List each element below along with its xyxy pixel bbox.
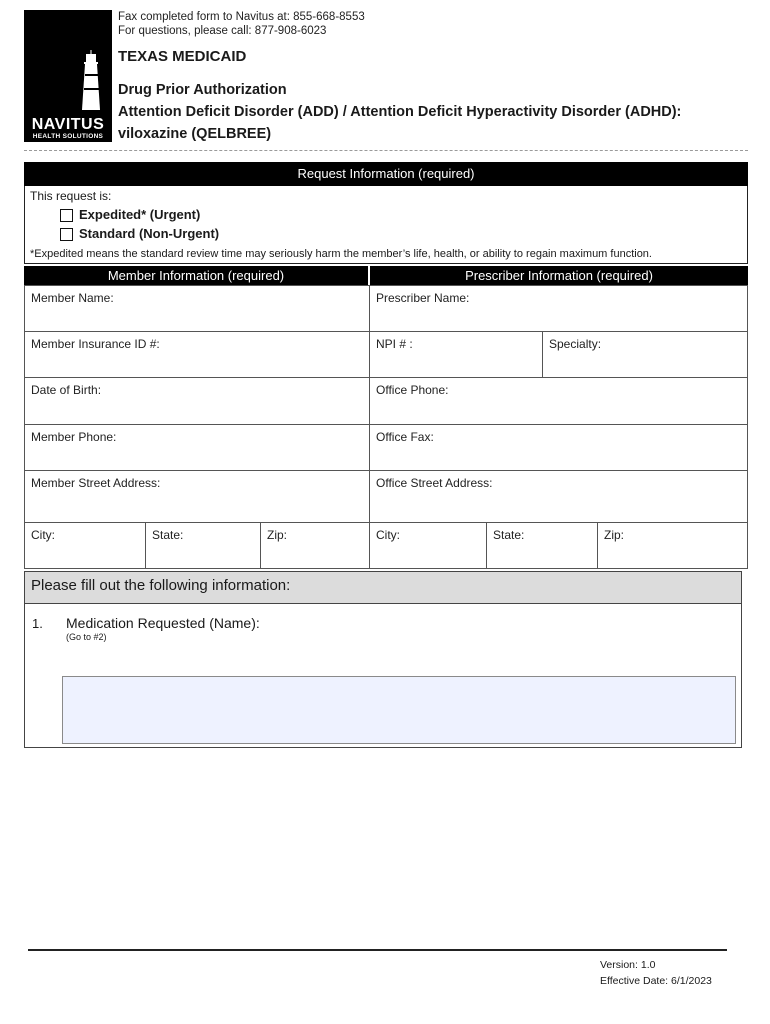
member-street-label: Member Street Address: bbox=[31, 476, 161, 490]
office-city-field[interactable] bbox=[369, 522, 487, 569]
member-city-field[interactable] bbox=[24, 522, 146, 569]
specialty-label: Specialty: bbox=[549, 337, 602, 351]
logo-tagline: HEALTH SOLUTIONS bbox=[32, 133, 104, 140]
navitus-logo bbox=[24, 10, 112, 142]
member-state-label: State: bbox=[152, 528, 184, 542]
member-info-header: Member Information (required) bbox=[24, 266, 368, 286]
office-fax-label: Office Fax: bbox=[376, 430, 434, 444]
member-insurance-id-label: Member Insurance ID #: bbox=[31, 337, 160, 351]
office-street-field[interactable] bbox=[369, 470, 748, 523]
member-phone-label: Member Phone: bbox=[31, 430, 117, 444]
office-city-label: City: bbox=[376, 528, 400, 542]
member-phone-field[interactable] bbox=[24, 424, 370, 471]
specialty-field[interactable] bbox=[542, 331, 748, 378]
drug-title: viloxazine (QELBREE) bbox=[118, 126, 272, 142]
member-name-field[interactable] bbox=[24, 285, 370, 332]
office-state-label: State: bbox=[493, 528, 525, 542]
member-street-field[interactable] bbox=[24, 470, 370, 523]
version-text: Version: 1.0 bbox=[600, 959, 656, 971]
lighthouse-icon bbox=[74, 50, 108, 110]
member-zip-field[interactable] bbox=[260, 522, 370, 569]
effective-date-text: Effective Date: 6/1/2023 bbox=[600, 975, 712, 987]
prescriber-name-field[interactable] bbox=[369, 285, 748, 332]
member-dob-field[interactable] bbox=[24, 377, 370, 425]
question-1-text: Medication Requested (Name): bbox=[66, 615, 260, 631]
program-title: TEXAS MEDICAID bbox=[118, 48, 247, 65]
request-header: Request Information (required) bbox=[24, 162, 748, 186]
question-1-hint: (Go to #2) bbox=[66, 632, 107, 642]
office-street-label: Office Street Address: bbox=[376, 476, 493, 490]
form-type: Drug Prior Authorization bbox=[118, 82, 287, 98]
member-state-field[interactable] bbox=[145, 522, 261, 569]
office-zip-label: Zip: bbox=[604, 528, 625, 542]
office-phone-field[interactable] bbox=[369, 377, 748, 425]
header-divider bbox=[24, 150, 748, 151]
logo-name: NAVITUS bbox=[31, 116, 105, 133]
office-phone-label: Office Phone: bbox=[376, 383, 449, 397]
questions-heading: Please fill out the following information: bbox=[31, 577, 291, 594]
prescriber-info-header: Prescriber Information (required) bbox=[370, 266, 748, 286]
member-name-label: Member Name: bbox=[31, 291, 114, 305]
member-insurance-id-field[interactable] bbox=[24, 331, 370, 378]
expedited-checkbox[interactable] bbox=[60, 209, 73, 222]
office-state-field[interactable] bbox=[486, 522, 598, 569]
npi-label: NPI # : bbox=[376, 337, 413, 351]
office-fax-field[interactable] bbox=[369, 424, 748, 471]
questions-line: For questions, please call: 877-908-6023 bbox=[118, 25, 327, 37]
prescriber-name-label: Prescriber Name: bbox=[376, 291, 470, 305]
member-dob-label: Date of Birth: bbox=[31, 383, 102, 397]
request-prompt: This request is: bbox=[30, 189, 112, 203]
office-zip-field[interactable] bbox=[597, 522, 748, 569]
expedited-label: Expedited* (Urgent) bbox=[79, 207, 201, 222]
question-1-number: 1. bbox=[32, 616, 43, 631]
footer-divider bbox=[28, 949, 727, 951]
member-zip-label: Zip: bbox=[267, 528, 288, 542]
expedited-note: *Expedited means the standard review time may seriously harm the member’s life, health, or ability to regain maximum function. bbox=[30, 248, 652, 260]
fax-line: Fax completed form to Navitus at: 855-668-8553 bbox=[118, 11, 365, 23]
medication-requested-input[interactable] bbox=[62, 676, 736, 744]
npi-field[interactable] bbox=[369, 331, 543, 378]
standard-checkbox[interactable] bbox=[60, 228, 73, 241]
standard-label: Standard (Non-Urgent) bbox=[79, 226, 220, 241]
condition-title: Attention Deficit Disorder (ADD) / Attention Deficit Hyperactivity Disorder (ADHD): bbox=[118, 104, 682, 120]
member-city-label: City: bbox=[31, 528, 55, 542]
